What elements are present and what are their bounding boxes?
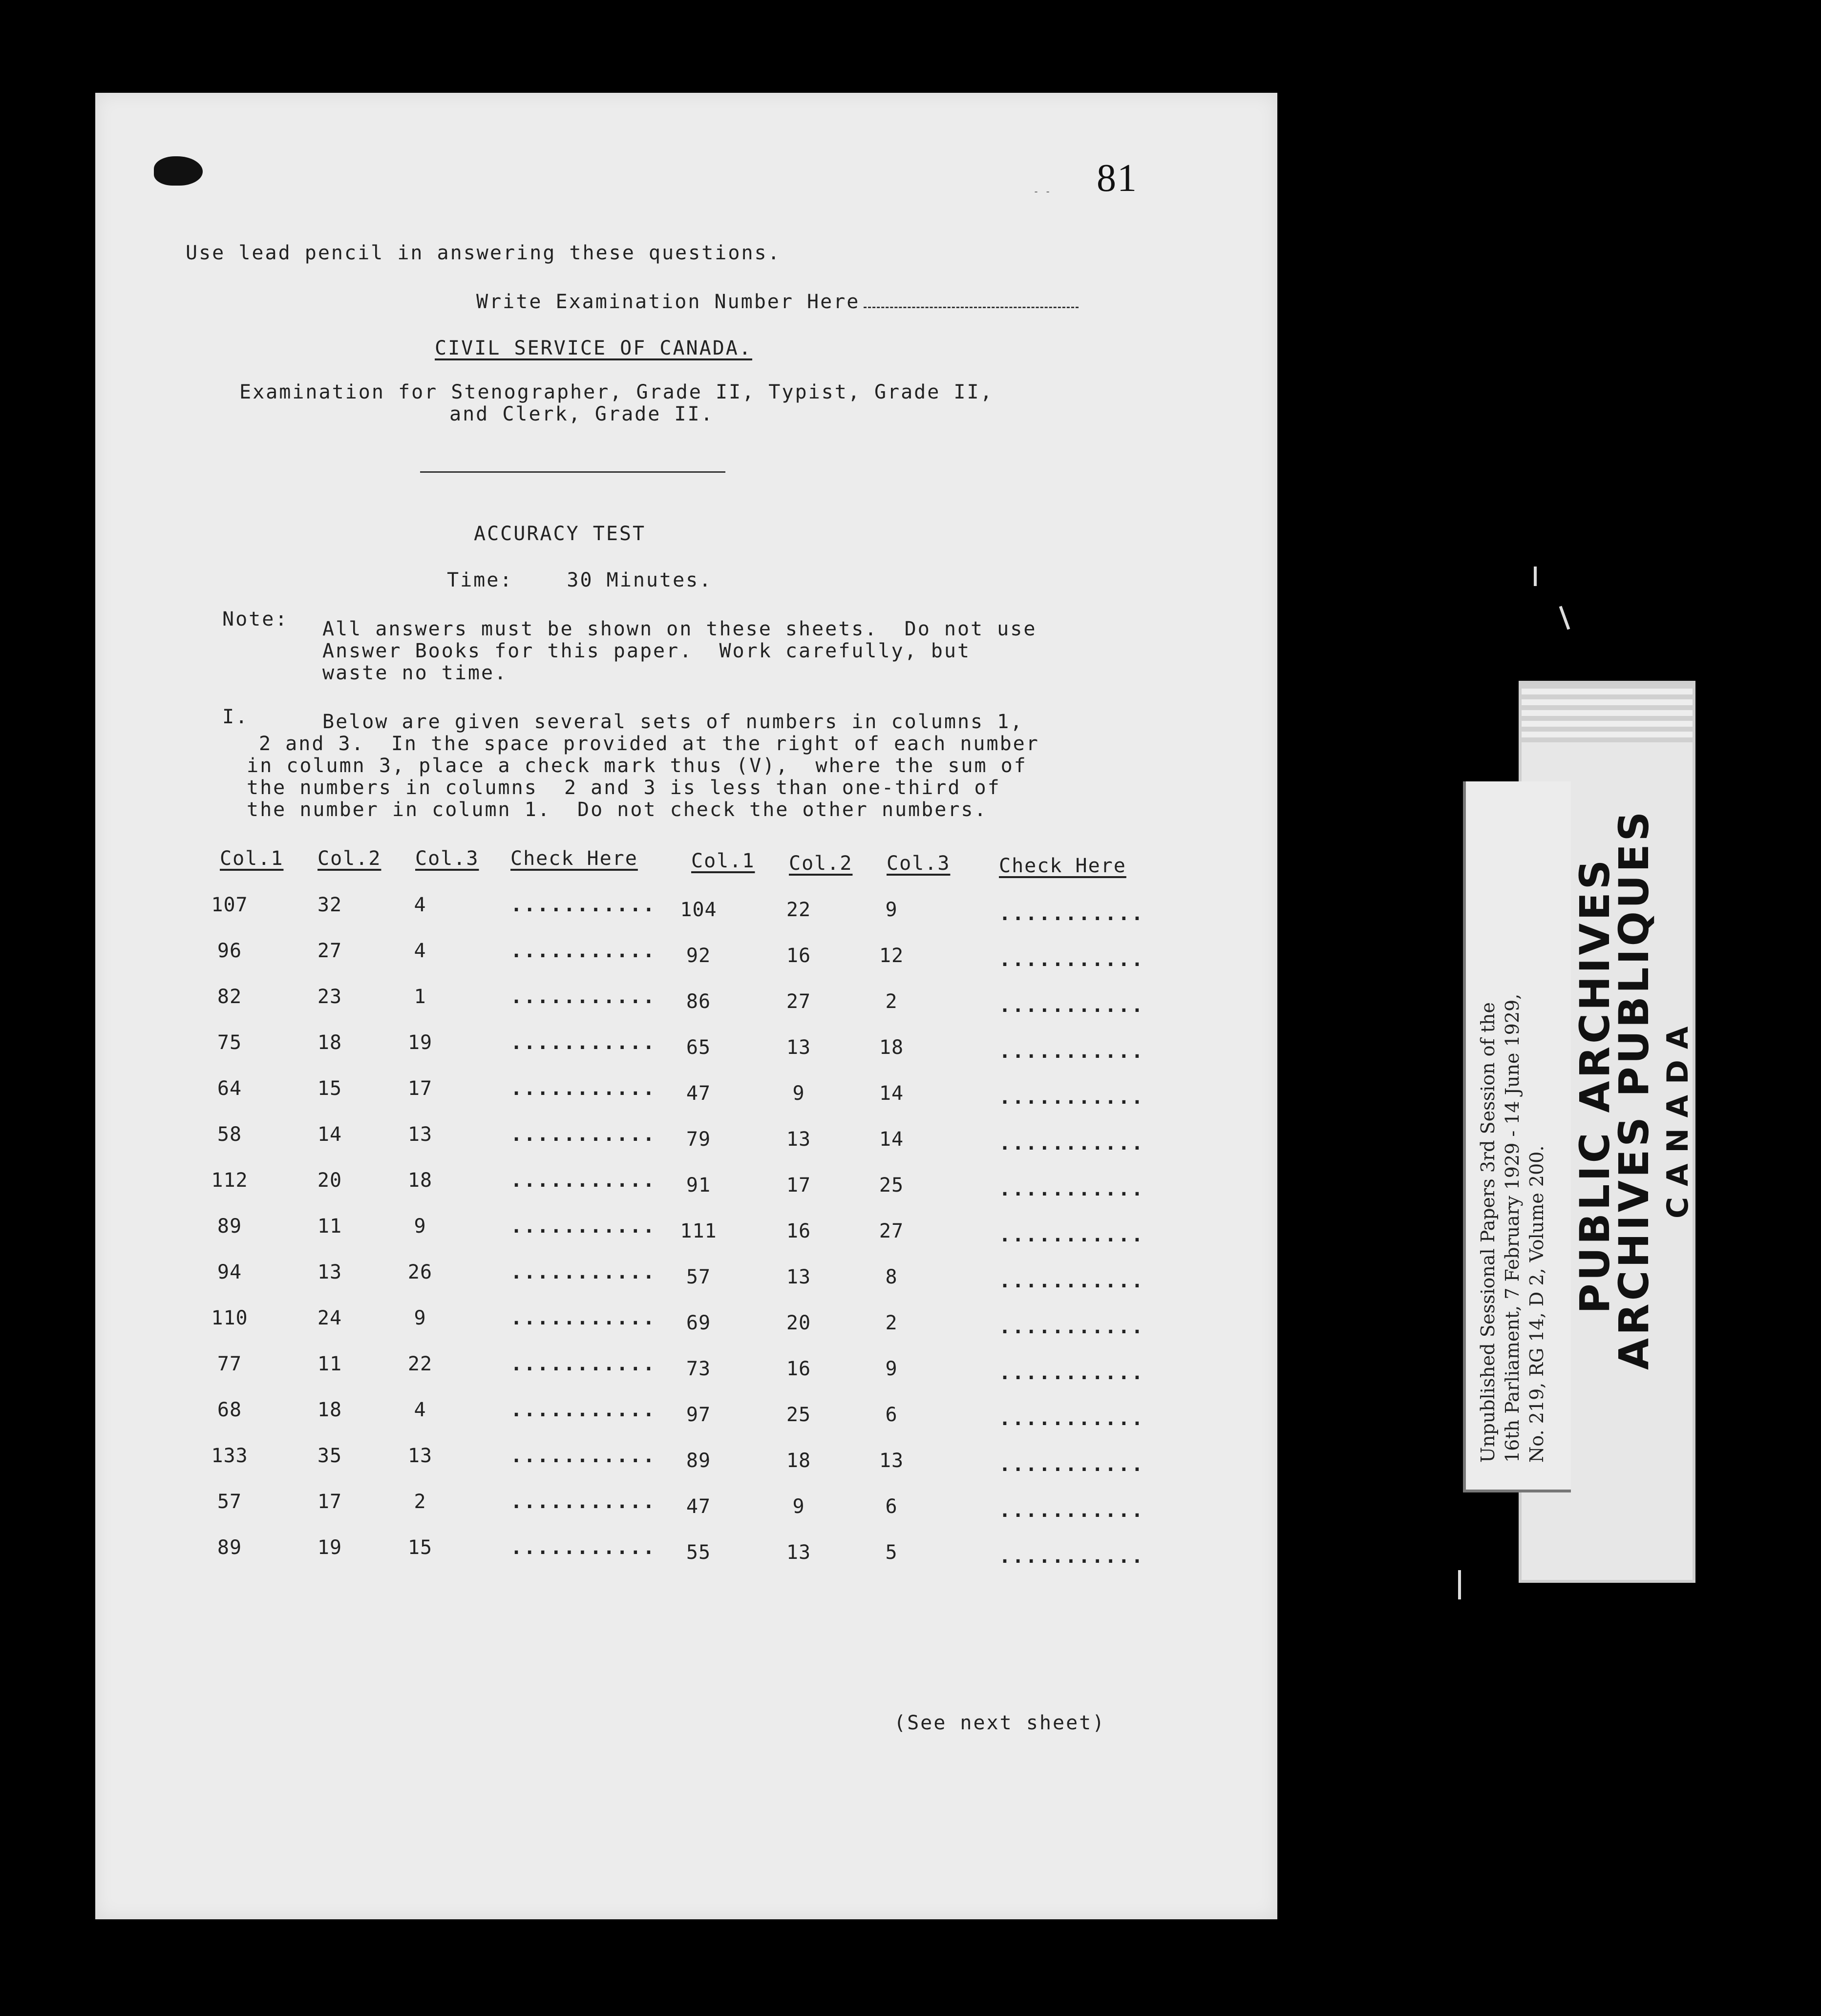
left-col1-cell: 68 — [217, 1399, 242, 1421]
archive-label-line3: No. 219, RG 14, D 2, Volume 200. — [1526, 1145, 1547, 1463]
left-col3-cell: 26 — [407, 1261, 433, 1283]
right-col3-cell: 25 — [879, 1174, 904, 1197]
right-col2-cell: 18 — [786, 1449, 811, 1472]
left-col2-cell: 11 — [317, 1353, 342, 1375]
right-check-space[interactable]: ........... — [999, 1453, 1144, 1476]
footer-note: (See next sheet) — [894, 1712, 1106, 1734]
right-col3-cell: 6 — [885, 1404, 898, 1426]
right-col3-cell: 12 — [879, 945, 904, 967]
stray-mark — [1458, 1570, 1461, 1599]
right-col2-cell: 22 — [786, 899, 811, 921]
right-col1-cell: 89 — [686, 1449, 711, 1472]
exam-title-line2: and Clerk, Grade II. — [449, 403, 714, 425]
right-col3-cell: 9 — [885, 899, 898, 921]
right-col1-cell: 111 — [680, 1220, 717, 1242]
left-check-space[interactable]: ........... — [510, 1215, 656, 1238]
left-col1-cell: 133 — [211, 1445, 248, 1467]
header-left-check: Check Here — [510, 847, 638, 870]
time-label: Time: — [447, 569, 513, 591]
left-col1-cell: 112 — [211, 1169, 248, 1192]
note-line3: waste no time. — [322, 662, 508, 684]
question-line5: the number in column 1. Do not check the other numbers. — [247, 798, 988, 821]
right-col1-cell: 47 — [686, 1495, 711, 1518]
left-col2-cell: 20 — [317, 1169, 342, 1192]
left-col3-cell: 4 — [414, 894, 426, 916]
left-check-space[interactable]: ........... — [510, 986, 656, 1008]
question-line4: the numbers in columns 2 and 3 is less than one-third of — [247, 777, 1001, 799]
left-col2-cell: 17 — [317, 1491, 342, 1513]
exam-number-field — [476, 291, 1079, 313]
right-col2-cell: 16 — [786, 1358, 811, 1380]
right-col1-cell: 86 — [686, 990, 711, 1013]
time-row — [447, 569, 712, 591]
left-col2-cell: 15 — [317, 1077, 342, 1100]
time-value: 30 Minutes. — [567, 569, 713, 591]
left-col3-cell: 18 — [407, 1169, 433, 1192]
left-col1-cell: 57 — [217, 1491, 242, 1513]
left-col2-cell: 35 — [317, 1445, 342, 1467]
left-col1-cell: 89 — [217, 1536, 242, 1559]
right-col1-cell: 55 — [686, 1541, 711, 1564]
document-heading: CIVIL SERVICE OF CANADA. — [435, 337, 752, 359]
note-label: Note: — [222, 608, 289, 630]
ink-blot — [154, 156, 203, 186]
left-col3-cell: 1 — [414, 986, 426, 1008]
right-check-space[interactable]: ........... — [999, 948, 1144, 971]
left-col3-cell: 13 — [407, 1123, 433, 1146]
right-check-space[interactable]: ........... — [999, 1499, 1144, 1522]
right-col1-cell: 91 — [686, 1174, 711, 1197]
stray-mark — [1534, 567, 1537, 586]
right-col2-cell: 17 — [786, 1174, 811, 1197]
right-col3-cell: 14 — [879, 1082, 904, 1105]
right-col1-cell: 65 — [686, 1036, 711, 1059]
question-line2: 2 and 3. In the space provided at the right of each number — [259, 733, 1039, 755]
right-col2-cell: 13 — [786, 1128, 811, 1151]
left-col1-cell: 75 — [217, 1031, 242, 1054]
left-check-space[interactable]: ........... — [510, 1491, 656, 1513]
right-check-space[interactable]: ........... — [999, 903, 1144, 925]
left-col3-cell: 4 — [414, 940, 426, 962]
right-col3-cell: 8 — [885, 1266, 898, 1288]
right-col3-cell: 18 — [879, 1036, 904, 1059]
right-col3-cell: 14 — [879, 1128, 904, 1151]
note-line2: Answer Books for this paper. Work carefully, but — [322, 640, 971, 662]
left-check-space[interactable]: ........... — [510, 894, 656, 916]
left-col1-cell: 77 — [217, 1353, 242, 1375]
left-check-space[interactable]: ........... — [510, 1399, 656, 1421]
right-col3-cell: 6 — [885, 1495, 898, 1518]
left-col3-cell: 13 — [407, 1445, 433, 1467]
left-check-space[interactable]: ........... — [510, 1123, 656, 1146]
divider-rule — [420, 471, 725, 473]
question-number: I. — [222, 706, 249, 728]
left-col3-cell: 17 — [407, 1077, 433, 1100]
page-number: 81 — [1097, 157, 1138, 200]
question-line1: Below are given several sets of numbers in columns 1, — [322, 711, 1024, 733]
archive-stamp-line1: PUBLIC ARCHIVES — [1571, 857, 1619, 1314]
left-col1-cell: 89 — [217, 1215, 242, 1238]
left-col3-cell: 9 — [414, 1215, 426, 1238]
right-col3-cell: 5 — [885, 1541, 898, 1564]
left-col2-cell: 23 — [317, 986, 342, 1008]
right-check-space[interactable]: ........... — [999, 1086, 1144, 1109]
archive-stamp-line2: ARCHIVES PUBLIQUES — [1610, 808, 1658, 1370]
left-col1-cell: 82 — [217, 986, 242, 1008]
left-check-space[interactable]: ........... — [510, 1307, 656, 1329]
right-check-space[interactable]: ........... — [999, 1040, 1144, 1063]
left-col2-cell: 32 — [317, 894, 342, 916]
header-right-col3: Col.3 — [887, 852, 951, 875]
left-check-space[interactable]: ........... — [510, 940, 656, 962]
header-right-check: Check Here — [999, 855, 1126, 877]
instruction-top: Use lead pencil in answering these questions. — [186, 242, 781, 264]
left-col3-cell: 9 — [414, 1307, 426, 1329]
right-col1-cell: 47 — [686, 1082, 711, 1105]
stray-mark: ‐ ‐ — [1033, 186, 1051, 197]
header-left-col3: Col.3 — [415, 847, 479, 870]
right-col3-cell: 2 — [885, 990, 898, 1013]
exam-title-line1: Examination for Stenographer, Grade II, Typist, Grade II, — [239, 381, 994, 403]
right-check-space[interactable]: ........... — [999, 1178, 1144, 1200]
left-col1-cell: 110 — [211, 1307, 248, 1329]
right-col2-cell: 9 — [792, 1495, 805, 1518]
left-col1-cell: 94 — [217, 1261, 242, 1283]
right-col2-cell: 9 — [792, 1082, 805, 1105]
right-check-space[interactable]: ........... — [999, 1362, 1144, 1384]
left-col2-cell: 14 — [317, 1123, 342, 1146]
left-check-space[interactable]: ........... — [510, 1261, 656, 1283]
left-col1-cell: 58 — [217, 1123, 242, 1146]
archive-label-line2: 16th Parliament, 7 February 1929 - 14 June 1929, — [1502, 993, 1523, 1463]
right-check-space[interactable]: ........... — [999, 1407, 1144, 1430]
left-col2-cell: 18 — [317, 1399, 342, 1421]
right-col1-cell: 57 — [686, 1266, 711, 1288]
left-col2-cell: 27 — [317, 940, 342, 962]
left-col2-cell: 13 — [317, 1261, 342, 1283]
right-check-space[interactable]: ........... — [999, 1545, 1144, 1568]
right-col2-cell: 16 — [786, 945, 811, 967]
right-check-space[interactable]: ........... — [999, 1132, 1144, 1155]
archive-stamp-line3: CANADA — [1661, 1015, 1695, 1218]
right-col2-cell: 13 — [786, 1541, 811, 1564]
left-col2-cell: 11 — [317, 1215, 342, 1238]
right-check-space[interactable]: ........... — [999, 994, 1144, 1017]
right-col2-cell: 20 — [786, 1312, 811, 1334]
left-col2-cell: 19 — [317, 1536, 342, 1559]
left-col1-cell: 64 — [217, 1077, 242, 1100]
left-col3-cell: 2 — [414, 1491, 426, 1513]
question-line3: in column 3, place a check mark thus (V), where the sum of — [247, 755, 1027, 777]
right-col3-cell: 13 — [879, 1449, 904, 1472]
exam-number-blank — [864, 307, 1079, 308]
left-col1-cell: 107 — [211, 894, 248, 916]
left-col3-cell: 15 — [407, 1536, 433, 1559]
right-col3-cell: 2 — [885, 1312, 898, 1334]
archive-reference-label — [1463, 781, 1571, 1492]
header-left-col2: Col.2 — [318, 847, 381, 870]
right-col2-cell: 25 — [786, 1404, 811, 1426]
left-check-space[interactable]: ........... — [510, 1031, 656, 1054]
right-col1-cell: 69 — [686, 1312, 711, 1334]
right-col2-cell: 13 — [786, 1266, 811, 1288]
left-col2-cell: 18 — [317, 1031, 342, 1054]
right-col3-cell: 9 — [885, 1358, 898, 1380]
left-check-space[interactable]: ........... — [510, 1169, 656, 1192]
left-col3-cell: 22 — [407, 1353, 433, 1375]
left-check-space[interactable]: ........... — [510, 1445, 656, 1467]
right-col2-cell: 13 — [786, 1036, 811, 1059]
right-col1-cell: 104 — [680, 899, 717, 921]
right-check-space[interactable]: ........... — [999, 1270, 1144, 1292]
exam-sheet — [95, 93, 1277, 1919]
exam-number-label: Write Examination Number Here — [476, 291, 860, 313]
test-name: ACCURACY TEST — [474, 523, 646, 545]
header-right-col1: Col.1 — [691, 850, 755, 872]
right-col1-cell: 97 — [686, 1404, 711, 1426]
right-col1-cell: 79 — [686, 1128, 711, 1151]
note-line1: All answers must be shown on these sheets. Do not use — [322, 618, 1037, 640]
left-col2-cell: 24 — [317, 1307, 342, 1329]
right-col2-cell: 16 — [786, 1220, 811, 1242]
left-col1-cell: 96 — [217, 940, 242, 962]
right-check-space[interactable]: ........... — [999, 1316, 1144, 1338]
right-col3-cell: 27 — [879, 1220, 904, 1242]
left-col3-cell: 4 — [414, 1399, 426, 1421]
left-col3-cell: 19 — [407, 1031, 433, 1054]
header-left-col1: Col.1 — [220, 847, 284, 870]
archive-label-line1: Unpublished Sessional Papers 3rd Session of the — [1477, 1002, 1499, 1463]
right-check-space[interactable]: ........... — [999, 1224, 1144, 1246]
left-check-space[interactable]: ........... — [510, 1077, 656, 1100]
right-col1-cell: 92 — [686, 945, 711, 967]
stray-mark — [1559, 606, 1570, 630]
right-col2-cell: 27 — [786, 990, 811, 1013]
header-right-col2: Col.2 — [789, 852, 853, 875]
left-check-space[interactable]: ........... — [510, 1353, 656, 1375]
right-col1-cell: 73 — [686, 1358, 711, 1380]
left-check-space[interactable]: ........... — [510, 1536, 656, 1559]
